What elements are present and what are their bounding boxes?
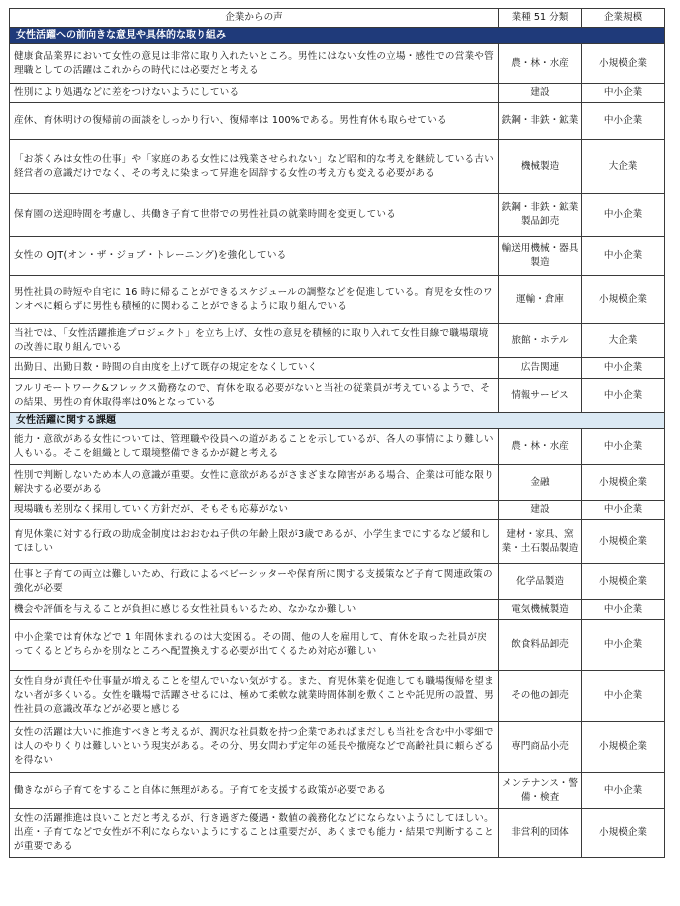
header-row <box>10 9 665 28</box>
table-row <box>10 722 665 773</box>
industry-cell: 旅館・ホテル <box>499 324 582 358</box>
company-size-cell: 中小企業 <box>582 600 665 620</box>
company-size-cell: 中小企業 <box>582 429 665 465</box>
industry-cell: 非営利的団体 <box>499 809 582 858</box>
industry-cell: 専門商品小売 <box>499 722 582 773</box>
company-size-cell: 中小企業 <box>582 379 665 413</box>
section-title: 女性活躍への前向きな意見や具体的な取り組み <box>10 28 665 44</box>
table-body <box>10 28 665 858</box>
industry-cell: 輸送用機械・器具製造 <box>499 237 582 276</box>
company-size-cell: 中小企業 <box>582 358 665 379</box>
comment-cell: 産休、育休明けの復帰前の面談をしっかり行い、復帰率は 100%である。男性育休も取らせている <box>10 103 499 140</box>
company-size-cell: 中小企業 <box>582 620 665 671</box>
company-size-cell: 中小企業 <box>582 103 665 140</box>
comment-cell: 育児休業に対する行政の助成金制度はおおむね子供の年齢上限が3歳であるが、小学生までにするなど緩和してほしい <box>10 520 499 564</box>
industry-cell: 情報サービス <box>499 379 582 413</box>
company-size-cell: 小規模企業 <box>582 465 665 501</box>
company-size-cell: 小規模企業 <box>582 520 665 564</box>
comment-cell: 当社では、「女性活躍推進プロジェクト」を立ち上げ、女性の意見を積極的に取り入れて女性目線で職場環境の改善に取り組んでいる <box>10 324 499 358</box>
comment-cell: 女性の活躍は大いに推進すべきと考えるが、潤沢な社員数を持つ企業であればまだしも当社を含む中小零細では人のやりくりは難しいという現実がある。その分、男女問わず定年の延長や撤廃などで高齢社員に頼らざるを得ない <box>10 722 499 773</box>
company-size-cell: 小規模企業 <box>582 276 665 324</box>
section-header-row <box>10 28 665 44</box>
table-row <box>10 671 665 722</box>
table-row <box>10 276 665 324</box>
table-row <box>10 600 665 620</box>
table-row <box>10 237 665 276</box>
company-size-cell: 中小企業 <box>582 84 665 103</box>
comment-cell: 性別により処遇などに差をつけないようにしている <box>10 84 499 103</box>
table-row <box>10 44 665 84</box>
industry-cell: 建材・家具、窯業・土石製品製造 <box>499 520 582 564</box>
comment-cell: 性別で判断しないため本人の意識が重要。女性に意欲があるがさまざまな障害がある場合、企業は可能な限り解決する必要がある <box>10 465 499 501</box>
industry-cell: 飲食料品卸売 <box>499 620 582 671</box>
header-comment: 企業からの声 <box>10 9 499 28</box>
table-row <box>10 809 665 858</box>
company-size-cell: 中小企業 <box>582 194 665 237</box>
table-row <box>10 103 665 140</box>
industry-cell: 広告関連 <box>499 358 582 379</box>
table-header <box>10 9 665 28</box>
comment-cell: 機会や評価を与えることが負担に感じる女性社員もいるため、なかなか難しい <box>10 600 499 620</box>
company-size-cell: 小規模企業 <box>582 564 665 600</box>
table-row <box>10 379 665 413</box>
industry-cell: その他の卸売 <box>499 671 582 722</box>
company-size-cell: 大企業 <box>582 324 665 358</box>
comment-cell: 「お茶くみは女性の仕事」や「家庭のある女性には残業させられない」など昭和的な考えを継続している古い経営者の意識だけでなく、その考えに染まって昇進を固辞する女性の考え方も変える必要がある <box>10 140 499 194</box>
company-voices-table <box>9 8 665 858</box>
company-size-cell: 小規模企業 <box>582 809 665 858</box>
table-row <box>10 620 665 671</box>
company-size-cell: 小規模企業 <box>582 44 665 84</box>
company-size-cell: 小規模企業 <box>582 722 665 773</box>
industry-cell: 農・林・水産 <box>499 44 582 84</box>
comment-cell: 女性自身が責任や仕事量が増えることを望んでいない気がする。また、育児休業を促進しても職場復帰を望まない者が多くいる。女性を職場で活躍させるには、極めて柔軟な就業時間体制を敷くことや託児所の設置、男性社員の意識改革などが必要と感じる <box>10 671 499 722</box>
industry-cell: 鉄鋼・非鉄・鉱業 <box>499 103 582 140</box>
comment-cell: フルリモートワーク&フレックス勤務なので、育休を取る必要がないと当社の従業員が考えているようで、その結果、男性の育休取得率は0%となっている <box>10 379 499 413</box>
table-row <box>10 140 665 194</box>
survey-table-container <box>9 8 664 858</box>
table-row <box>10 465 665 501</box>
industry-cell: 運輸・倉庫 <box>499 276 582 324</box>
industry-cell: 金融 <box>499 465 582 501</box>
comment-cell: 働きながら子育てをすること自体に無理がある。子育てを支援する政策が必要である <box>10 773 499 809</box>
table-row <box>10 564 665 600</box>
header-industry: 業種 51 分類 <box>499 9 582 28</box>
table-row <box>10 429 665 465</box>
company-size-cell: 中小企業 <box>582 773 665 809</box>
industry-cell: メンテナンス・警備・検査 <box>499 773 582 809</box>
table-row <box>10 520 665 564</box>
comment-cell: 出勤日、出勤日数・時間の自由度を上げて既存の規定をなくしていく <box>10 358 499 379</box>
industry-cell: 化学品製造 <box>499 564 582 600</box>
comment-cell: 女性の OJT(オン・ザ・ジョブ・トレーニング)を強化している <box>10 237 499 276</box>
comment-cell: 健康食品業界において女性の意見は非常に取り入れたいところ。男性にはない女性の立場・感性での営業や管理職としての活躍はこれからの時代には必要だと考える <box>10 44 499 84</box>
table-row <box>10 84 665 103</box>
section-header-row <box>10 413 665 429</box>
company-size-cell: 大企業 <box>582 140 665 194</box>
comment-cell: 保育園の送迎時間を考慮し、共働き子育て世帯での男性社員の就業時間を変更している <box>10 194 499 237</box>
table-row <box>10 194 665 237</box>
industry-cell: 電気機械製造 <box>499 600 582 620</box>
table-row <box>10 324 665 358</box>
comment-cell: 女性の活躍推進は良いことだと考えるが、行き過ぎた優遇・数値の義務化などにならないようにしてほしい。出産・子育てなどで女性が不利にならないようにすることは重要だが、あくまでも能力・結果で判断することが重要である <box>10 809 499 858</box>
comment-cell: 仕事と子育ての両立は難しいため、行政によるベビーシッターや保育所に関する支援策など子育て関連政策の強化が必要 <box>10 564 499 600</box>
company-size-cell: 中小企業 <box>582 237 665 276</box>
industry-cell: 建設 <box>499 84 582 103</box>
comment-cell: 男性社員の時短や自宅に 16 時に帰ることができるスケジュールの調整などを促進している。育児を女性のワンオペに頼らずに男性も積極的に関わることができるように取り組んでいる <box>10 276 499 324</box>
table-row <box>10 501 665 520</box>
section-title: 女性活躍に関する課題 <box>10 413 665 429</box>
industry-cell: 鉄鋼・非鉄・鉱業製品卸売 <box>499 194 582 237</box>
header-size: 企業規模 <box>582 9 665 28</box>
industry-cell: 機械製造 <box>499 140 582 194</box>
comment-cell: 中小企業では育休などで 1 年間休まれるのは大変困る。その間、他の人を雇用して、育休を取った社員が戻ってくるとどちらかを別なところへ配置換えする必要が出てくるため対応が難しい <box>10 620 499 671</box>
industry-cell: 農・林・水産 <box>499 429 582 465</box>
comment-cell: 現場職も差別なく採用していく方針だが、そもそも応募がない <box>10 501 499 520</box>
table-row <box>10 773 665 809</box>
table-row <box>10 358 665 379</box>
comment-cell: 能力・意欲がある女性については、管理職や役員への道があることを示しているが、各人の事情により難しい人もいる。そこを組織として環境整備できるかが鍵と考える <box>10 429 499 465</box>
company-size-cell: 中小企業 <box>582 671 665 722</box>
company-size-cell: 中小企業 <box>582 501 665 520</box>
industry-cell: 建設 <box>499 501 582 520</box>
